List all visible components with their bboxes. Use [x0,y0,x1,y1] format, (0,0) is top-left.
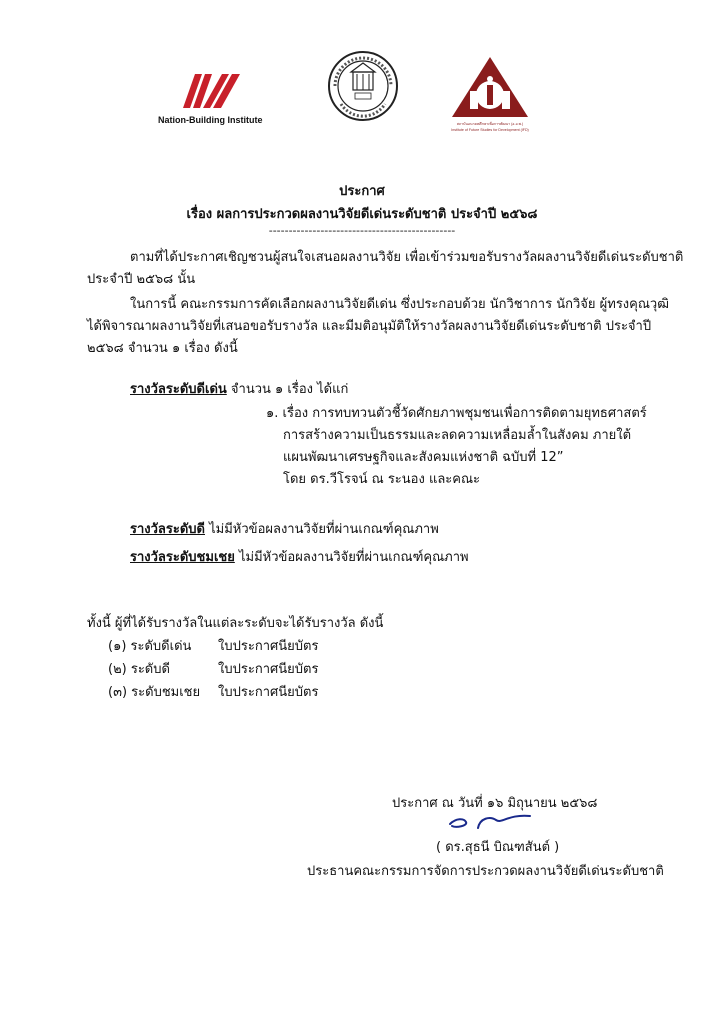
prize-row [108,681,318,702]
prize-item: ใบประกาศนียบัตร [218,685,319,700]
ifd-mark-icon [440,55,540,121]
prize-level: (๓) ระดับชมเชย [108,685,201,700]
center-seal-logo [327,50,399,122]
award-item-line3: แผนพัฒนาเศรษฐกิจและสังคมแห่งชาติ ฉบับที่ 12” [283,450,564,465]
ifd-thai-name: สถาบันอนาคตศึกษาเพื่อการพัฒนา (อ.อ.พ.) [456,122,524,126]
honor-award [130,546,469,567]
announcement-title: ประกาศ [339,184,385,199]
signature-icon [446,808,536,834]
excellent-text: จำนวน ๑ เรื่อง ได้แก่ [226,382,349,397]
ifd-english-name: Institute of Future Studies for Development (IFD) [451,128,529,132]
honor-text: ไม่มีหัวข้อผลงานวิจัยที่ผ่านเกณฑ์คุณภาพ [234,550,469,565]
good-label: รางวัลระดับดี [130,522,205,537]
good-award [130,518,439,539]
handwritten-signature [446,808,536,838]
prizes-intro: ทั้งนี้ ผู้ที่ได้รับรางวัลในแต่ละระดับจะได้รับรางวัล ดังนี้ [87,616,384,631]
nbi-logo-text: Nation-Building Institute [158,115,263,125]
signatory-position: ประธานคณะกรรมการจัดการประกวดผลงานวิจัยดีเด่นระดับชาติ [307,864,664,879]
excellent-label: รางวัลระดับดีเด่น [130,382,227,397]
announcement-subject: เรื่อง ผลการประกวดผลงานวิจัยดีเด่นระดับชาติ ประจำปี ๒๕๖๘ [186,207,538,222]
nbi-mark-icon [150,70,280,110]
para1-line1: ตามที่ได้ประกาศเชิญชวนผู้สนใจเสนอผลงานวิจัย เพื่อเข้าร่วมขอรับรางวัลผลงานวิจัยดีเด่นระดับชาติ [130,250,684,265]
award-item-line1: ๑. เรื่อง การทบทวนตัวชี้วัดศักยภาพชุมชนเพื่อการติดตามยุทธศาสตร์ [266,406,647,421]
seal-icon [327,50,399,122]
award-item-line2: การสร้างความเป็นธรรมและลดความเหลื่อมล้ำในสังคม ภายใต้ [283,428,632,443]
para2-line1: ในการนี้ คณะกรรมการคัดเลือกผลงานวิจัยดีเด่น ซึ่งประกอบด้วย นักวิชาการ นักวิจัย ผู้ทรงคุณวุฒิ [130,297,669,312]
excellent-award [130,378,348,399]
title-divider: ----------------------------------------------- [268,224,456,237]
signatory-name: ( ดร.สุธนี บิณฑสันต์ ) [436,840,560,855]
honor-label: รางวัลระดับชมเชย [130,550,235,565]
award-item-line4: โดย ดร.วีโรจน์ ณ ระนอง และคณะ [283,472,481,487]
para1-line2: ประจำปี ๒๕๖๘ นั้น [87,272,196,287]
prize-level: (๒) ระดับดี [108,662,170,677]
prize-item: ใบประกาศนียบัตร [218,662,319,677]
prize-level: (๑) ระดับดีเด่น [108,639,192,654]
prize-row [108,635,318,656]
para2-line3: ๒๕๖๘ จำนวน ๑ เรื่อง ดังนี้ [87,341,238,356]
prize-row [108,658,318,679]
ifd-logo [440,55,540,145]
good-text: ไม่มีหัวข้อผลงานวิจัยที่ผ่านเกณฑ์คุณภาพ [205,522,439,537]
announcement-date: ประกาศ ณ วันที่ ๑๖ มิถุนายน ๒๕๖๘ [392,796,598,811]
para2-line2: ได้พิจารณาผลงานวิจัยที่เสนอขอรับรางวัล และมีมติอนุมัติให้รางวัลผลงานวิจัยดีเด่นระดับชาติ ประจำปี [87,319,652,334]
prize-item: ใบประกาศนียบัตร [218,639,319,654]
nation-building-logo [150,70,280,130]
